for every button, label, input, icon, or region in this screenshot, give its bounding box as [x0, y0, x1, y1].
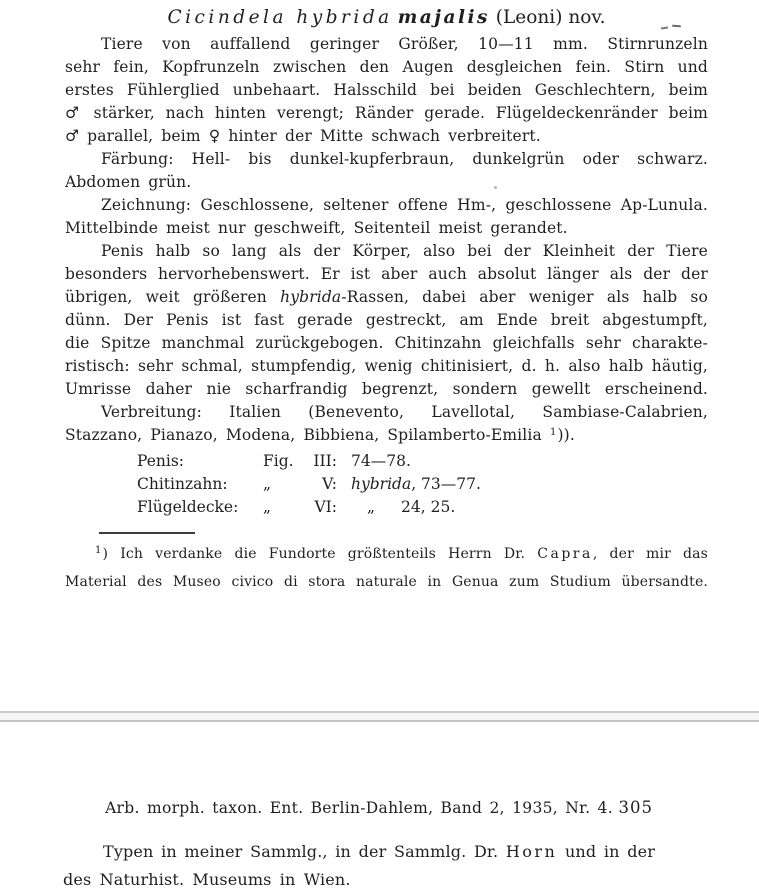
- table-value: [351, 496, 708, 519]
- text-line: [65, 240, 708, 263]
- text-line: [65, 79, 708, 102]
- footnote: [65, 540, 708, 596]
- text-segment: , der mir das: [592, 546, 708, 562]
- text-segment: (Leoni) nov.: [489, 7, 606, 28]
- text-segment: Tiere von auffallend geringer Größer, 10—11 mm. Stirnrunzeln: [101, 35, 708, 53]
- table-row: [137, 450, 708, 473]
- text-segment: Abdomen grün.: [65, 173, 192, 191]
- text-segment: ♂ stärker, nach hinten verengt; Ränder gerade. Flügeldeckenränder beim: [65, 104, 708, 122]
- text-line: [65, 401, 708, 424]
- text-segment: Stazzano, Pianazo, Modena, Bibbiena, Spilamberto-Emilia: [65, 426, 550, 444]
- text-segment: ) Ich verdanke die Fundorte größtenteils Herrn Dr.: [102, 546, 538, 562]
- text-line: [65, 424, 708, 447]
- text-segment: Material des Museo civico di stora naturale in Genua zum Studium übersandte.: [65, 574, 708, 590]
- table-figure-column: [263, 450, 337, 473]
- text-line: [65, 56, 708, 79]
- text-segment: , 73—77.: [411, 475, 481, 493]
- table-label: Chitinzahn:: [137, 475, 228, 493]
- text-segment: die Spitze manchmal zurückgebogen. Chitinzahn gleichfalls sehr charakte-: [65, 334, 708, 352]
- text-line: [65, 33, 708, 56]
- text-segment: besonders hervorhebenswert. Er ist aber auch absolut länger als der der: [65, 265, 708, 283]
- table-figure-word: Fig.: [263, 452, 294, 470]
- table-figure-word: „: [263, 498, 272, 516]
- text-segment: Umrisse daher nie scharfrandig begrenzt, sondern gewellt erscheinend.: [65, 380, 708, 398]
- running-header: [63, 797, 655, 819]
- text-line: [65, 148, 708, 171]
- next-page-top: [63, 797, 655, 889]
- text-segment: „: [367, 498, 376, 516]
- text-segment: übrigen, weit größeren: [65, 288, 281, 306]
- text-line: [65, 332, 708, 355]
- table-value: [351, 473, 708, 496]
- text-line: [63, 866, 655, 889]
- table-figure-numeral: V:: [322, 475, 337, 493]
- types-paragraph: [63, 838, 655, 889]
- footnote-separator-rule: [99, 532, 195, 534]
- text-segment: dünn. Der Penis ist fast gerade gestreckt, am Ende breit abgestumpft,: [65, 311, 708, 329]
- text-segment: Typen in meiner Sammlg., in der Sammlg. Dr.: [103, 842, 506, 861]
- text-line: [65, 309, 708, 332]
- superscript-marker: 1: [549, 427, 557, 438]
- text-line: [65, 378, 708, 401]
- text-segment: und in der: [557, 842, 655, 861]
- table-label: Flügeldecke:: [137, 498, 239, 516]
- table-figure-column: [263, 496, 337, 519]
- text-segment: hybrida: [280, 288, 342, 306]
- text-segment: Verbreitung: Italien (Benevento, Lavellotal, Sambiase-Calabrien,: [101, 403, 708, 421]
- text-line: [65, 355, 708, 378]
- text-line: [65, 263, 708, 286]
- text-segment: Horn: [505, 842, 558, 861]
- text-segment: 74—78.: [351, 452, 411, 470]
- text-segment: Penis halb so lang als der Körper, also bei der Kleinheit der Tiere: [101, 242, 708, 260]
- text-segment: Färbung: Hell- bis dunkel-kupferbraun, dunkelgrün oder schwarz.: [101, 150, 708, 168]
- table-label: Penis:: [137, 452, 185, 470]
- text-segment: Capra: [537, 546, 593, 562]
- superscript-marker: 1: [95, 545, 102, 556]
- text-segment: )).: [557, 426, 575, 444]
- text-line: [65, 286, 708, 309]
- text-segment: Mittelbinde meist nur geschweift, Seitenteil meist gerandet.: [65, 219, 568, 237]
- text-segment: -Rassen, dabei aber weniger als halb so: [341, 288, 708, 306]
- scan-artifact-dot: [494, 186, 497, 189]
- text-line: [65, 125, 708, 148]
- species-heading: [65, 6, 708, 29]
- text-segment: ♂ parallel, beim ♀ hinter der Mitte schwach verbreitert.: [65, 127, 541, 145]
- text-line: [65, 568, 708, 596]
- table-figure-numeral: III:: [313, 452, 337, 470]
- text-segment: ristisch: sehr schmal, stumpfendig, wenig chitinisiert, d. h. also halb häutig,: [65, 357, 708, 375]
- text-line: [65, 171, 708, 194]
- table-figure-numeral: VI:: [314, 498, 337, 516]
- description-text: [65, 33, 708, 447]
- table-row: [137, 496, 708, 519]
- text-segment: hybrida: [351, 475, 412, 493]
- journal-citation: Arb. morph. taxon. Ent. Berlin-Dahlem, Band 2, 1935, Nr. 4.: [105, 799, 613, 817]
- text-segment: des Naturhist. Museums in Wien.: [63, 870, 351, 889]
- text-segment: Cicindela hybrida: [167, 7, 393, 28]
- page-scan-divider: [0, 711, 759, 722]
- table-value: [351, 450, 708, 473]
- text-line: [65, 217, 708, 240]
- text-segment: 24, 25.: [401, 498, 456, 516]
- page-number: 305: [618, 798, 653, 817]
- text-segment: Zeichnung: Geschlossene, seltener offene Hm-, geschlossene Ap-Lunula.: [101, 196, 708, 214]
- table-row: [137, 473, 708, 496]
- text-line: [65, 102, 708, 125]
- text-line: [65, 540, 708, 568]
- text-segment: sehr fein, Kopfrunzeln zwischen den Augen desgleichen fein. Stirn und: [65, 58, 708, 76]
- text-segment: erstes Fühlerglied unbehaart. Halsschild bei beiden Geschlechtern, beim: [65, 81, 708, 99]
- text-segment: majalis: [397, 7, 490, 28]
- table-figure-word: „: [263, 475, 272, 493]
- table-figure-column: [263, 473, 337, 496]
- text-line: [63, 838, 655, 866]
- figure-reference-table: [137, 450, 708, 519]
- article-page-bottom: [65, 6, 708, 596]
- text-line: [65, 194, 708, 217]
